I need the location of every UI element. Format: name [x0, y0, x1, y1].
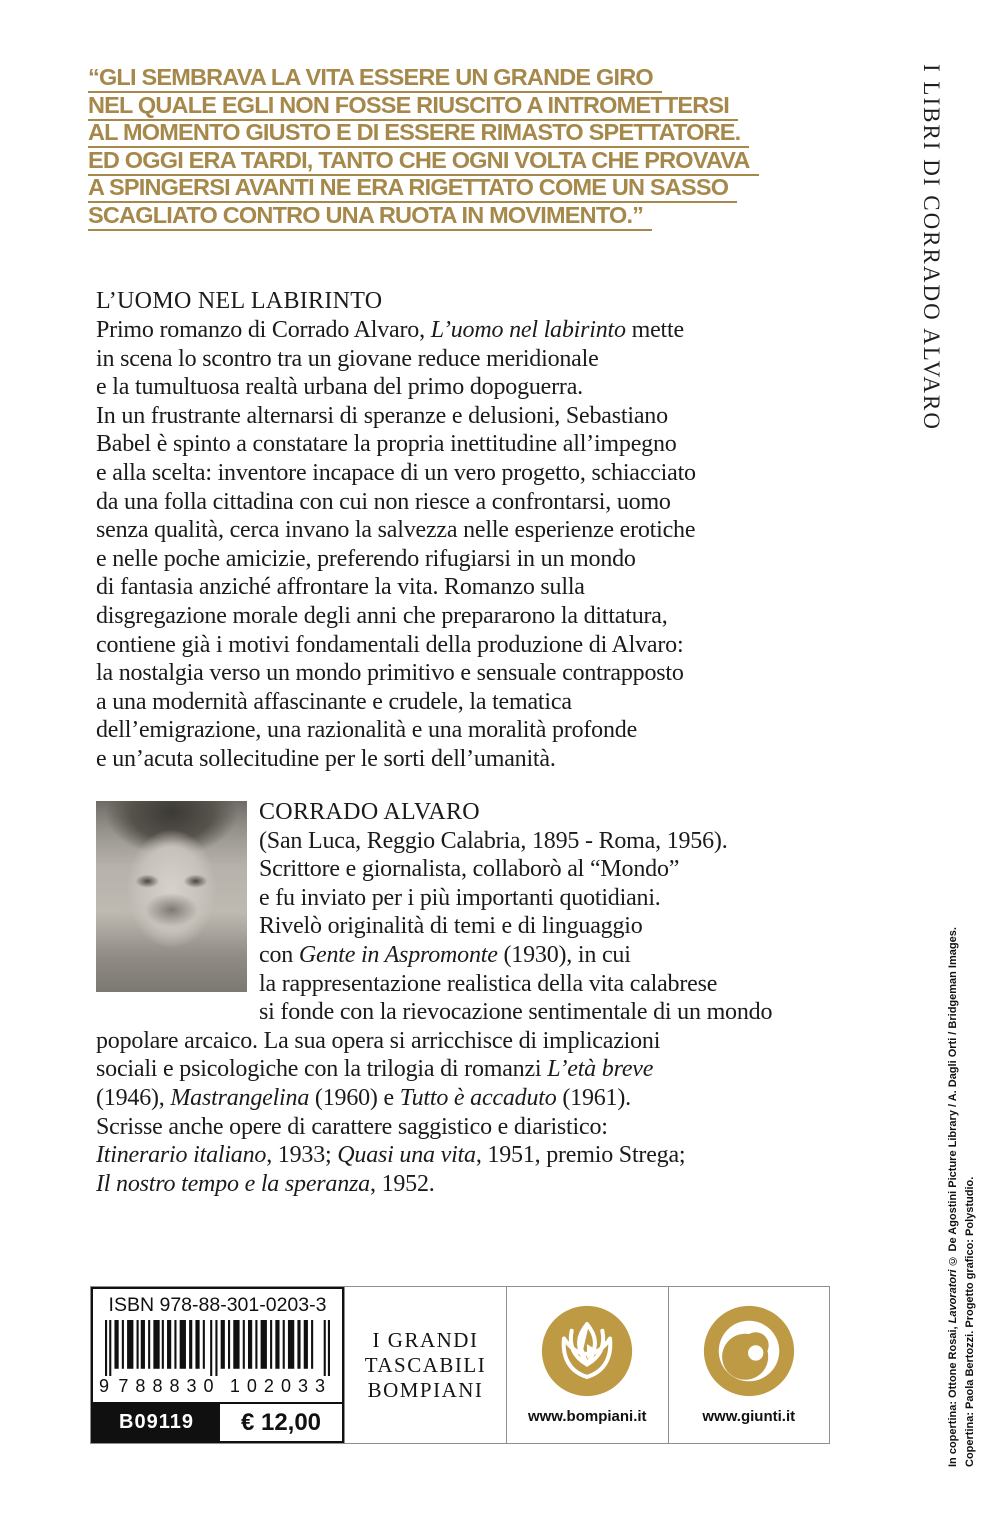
barcode-digits-right: 102033: [229, 1376, 332, 1396]
price-row: [93, 1402, 342, 1441]
pull-quote: [88, 64, 748, 229]
text-line: Primo romanzo di Corrado Alvaro, L’uomo nel labirinto mette: [96, 317, 684, 343]
text-line: Copertina: Paola Bertozzi. Progetto grafico: Polystudio.: [964, 1176, 976, 1467]
text-line: In copertina: Ottone Rosai, Lavoratori © De Agostini Picture Library / A. Dagli Orti / Bridgeman Images.: [947, 927, 959, 1467]
bompiani-url: www.bompiani.it: [527, 1408, 647, 1425]
text-line: in scena lo scontro tra un giovane reduce meridionale: [96, 345, 599, 372]
text-line: dell’emigrazione, una razionalità e una moralità profonde: [96, 717, 638, 744]
giunti-logo-panel: [668, 1287, 830, 1443]
text-line: A SPINGERSI AVANTI NE ERA RIGETTATO COME UN SASSO: [88, 174, 748, 202]
imprint-line: TASCABILI: [364, 1352, 487, 1377]
bompiani-logo-panel: [506, 1287, 668, 1443]
author-section: [96, 798, 858, 1198]
text-line: (1946), Mastrangelina (1960) e Tutto è accaduto (1961).: [96, 1084, 631, 1111]
text-line: di fantasia anziché affrontare la vita. Romanzo sulla: [96, 574, 585, 601]
footer-strip: [90, 1286, 830, 1444]
text-line: (San Luca, Reggio Calabria, 1895 - Roma, 1956).: [259, 827, 728, 854]
text-line: e la tumultuosa realtà urbana del primo dopoguerra.: [96, 374, 583, 401]
text-line: con Gente in Aspromonte (1930), in cui: [259, 941, 631, 968]
giunti-spiral-icon: [701, 1303, 797, 1399]
text-line: e fu inviato per i più importanti quotidiani.: [259, 884, 661, 911]
barcode-digit-first: 9: [99, 1376, 110, 1396]
text-line: a una modernità affascinante e crudele, la tematica: [96, 688, 572, 715]
author-name: CORRADO ALVARO: [259, 799, 480, 825]
text-line: Scrisse anche opere di carattere saggistico e diaristico:: [96, 1113, 608, 1140]
text-line: contiene già i motivi fondamentali della produzione di Alvaro:: [96, 631, 684, 658]
text-line: sociali e psicologiche con la trilogia di romanzi L’età breve: [96, 1056, 654, 1083]
text-line: e alla scelta: inventore incapace di un vero progetto, schiacciato: [96, 459, 696, 486]
book-description: [96, 316, 856, 774]
text-line: Rivelò originalità di temi e di linguaggio: [259, 913, 643, 940]
text-line: la rappresentazione realistica della vita calabrese: [259, 970, 718, 997]
text-line: si fonde con la rievocazione sentimentale di un mondo: [259, 999, 773, 1026]
text-line: ED OGGI ERA TARDI, TANTO CHE OGNI VOLTA CHE PROVAVA: [88, 147, 748, 175]
text-line: In un frustrante alternarsi di speranze e delusioni, Sebastiano: [96, 402, 668, 429]
isbn-label: ISBN 978-88-301-0203-3: [108, 1294, 327, 1316]
text-line: Scrittore e giornalista, collaborò al “Mondo”: [259, 856, 680, 883]
imprint-panel: [344, 1287, 506, 1443]
text-line: e nelle poche amicizie, preferendo rifugiarsi in un mondo: [96, 545, 636, 572]
text-line: Itinerario italiano, 1933; Quasi una vita, 1951, premio Strega;: [96, 1142, 686, 1169]
imprint-line: BOMPIANI: [367, 1377, 484, 1402]
spine-title: I LIBRI DI CORRADO ALVARO: [919, 64, 944, 431]
imprint-line: I GRANDI: [372, 1327, 479, 1352]
text-line: Babel è spinto a constatare la propria inettitudine all’impegno: [96, 431, 677, 458]
book-description-section: [96, 286, 856, 774]
barcode-digits: [93, 1376, 342, 1400]
text-line: “GLI SEMBRAVA LA VITA ESSERE UN GRANDE GIRO: [88, 64, 748, 92]
text-line: senza qualità, cerca invano la salvezza nelle esperienze erotiche: [96, 517, 696, 544]
text-line: Il nostro tempo e la speranza, 1952.: [96, 1170, 435, 1197]
text-line: popolare arcaico. La sua opera si arricchisce di implicazioni: [96, 1027, 661, 1054]
book-title: L’UOMO NEL LABIRINTO: [96, 288, 383, 314]
giunti-url: www.giunti.it: [702, 1408, 796, 1425]
photo-credits: [945, 819, 979, 1467]
barcode-digits-left: 788830: [118, 1376, 221, 1396]
ean-barcode-icon: [105, 1320, 330, 1376]
text-line: SCAGLIATO CONTRO UNA RUOTA IN MOVIMENTO.”: [88, 202, 748, 230]
bompiani-tulip-icon: [539, 1303, 635, 1399]
text-line: disgregazione morale degli anni che prepararono la dittatura,: [96, 602, 668, 629]
text-line: NEL QUALE EGLI NON FOSSE RIUSCITO A INTROMETTERSI: [88, 92, 748, 120]
author-photo: [96, 801, 247, 992]
text-line: e un’acuta sollecitudine per le sorti dell’umanità.: [96, 745, 556, 772]
text-line: la nostalgia verso un mondo primitivo e sensuale contrapposto: [96, 660, 684, 687]
text-line: da una folla cittadina con cui non riesce a confrontarsi, uomo: [96, 488, 671, 515]
edition-code: B09119: [93, 1404, 220, 1441]
price-label: € 12,00: [240, 1408, 322, 1436]
barcode-panel: [91, 1287, 344, 1443]
text-line: AL MOMENTO GIUSTO E DI ESSERE RIMASTO SPETTATORE.: [88, 119, 748, 147]
